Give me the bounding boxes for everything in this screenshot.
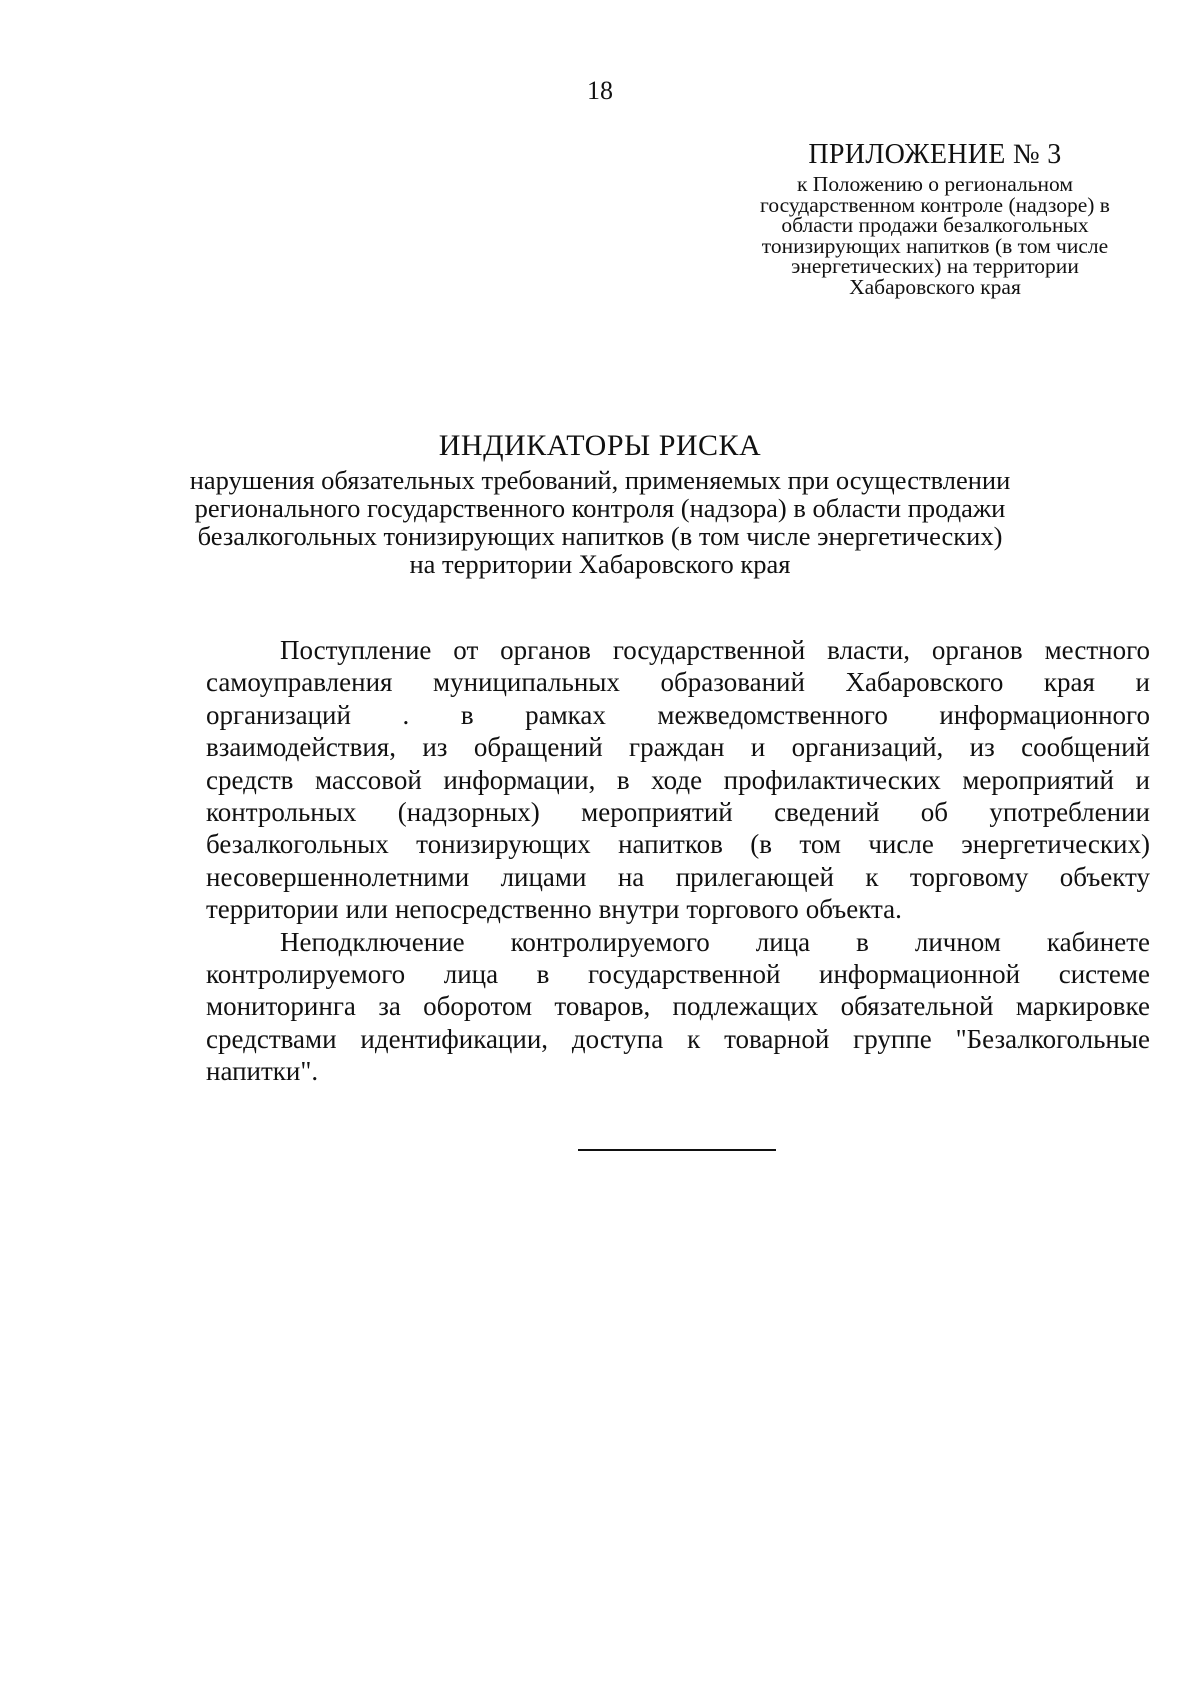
paragraph-line xyxy=(206,666,1150,698)
word: непосредственно xyxy=(394,894,592,925)
word: государственной xyxy=(612,635,806,665)
paragraph-line xyxy=(206,731,1150,763)
word: несовершеннолетними xyxy=(206,861,470,892)
word: "Безалкогольные xyxy=(955,1023,1150,1054)
paragraph-line xyxy=(206,699,1150,731)
word: системе xyxy=(1058,959,1150,990)
paragraph-line xyxy=(206,796,1150,828)
word: оборотом xyxy=(423,991,533,1022)
word: Неподключение xyxy=(280,926,465,957)
paragraph xyxy=(206,926,1150,1088)
word: и xyxy=(1135,764,1150,795)
word: края xyxy=(1043,667,1095,698)
subtitle-line: регионального государственного контроля (надзора) в области продажи xyxy=(194,493,1006,523)
word: лица xyxy=(443,959,499,990)
paragraph-line xyxy=(206,926,1150,958)
appendix-ref-line: энергетических) на территории xyxy=(791,254,1079,278)
appendix-block xyxy=(720,138,1150,297)
document-heading xyxy=(0,428,1200,578)
word: внутри xyxy=(598,894,680,925)
word: организаций xyxy=(206,699,351,730)
word: об xyxy=(920,797,949,828)
word: профилактических xyxy=(723,764,941,795)
word: обязательной xyxy=(840,991,994,1022)
word: государственной xyxy=(588,959,781,990)
word: в xyxy=(536,959,550,990)
word: доступа xyxy=(571,1023,664,1054)
word: Поступление xyxy=(280,635,432,665)
page-number: 18 xyxy=(587,76,613,105)
word: Хабаровского xyxy=(845,667,1004,698)
word: употреблении xyxy=(989,797,1150,828)
word: информационной xyxy=(819,959,1021,990)
appendix-ref-line: Хабаровского края xyxy=(849,274,1021,299)
word: из xyxy=(969,732,995,763)
word: мероприятий xyxy=(962,764,1114,795)
word: в xyxy=(460,699,474,730)
word: (надзорных) xyxy=(397,797,540,828)
word: самоуправления xyxy=(206,667,393,698)
word: обращений xyxy=(473,732,603,763)
paragraph-line xyxy=(206,1055,1150,1087)
word: рамках xyxy=(525,699,606,730)
paragraph-line xyxy=(206,634,1150,666)
word: средствами xyxy=(206,1023,337,1054)
word: и xyxy=(750,732,766,763)
word: образований xyxy=(660,667,805,698)
paragraph-line xyxy=(206,828,1150,860)
word: торгового xyxy=(686,894,799,925)
word: том xyxy=(799,829,841,860)
word: организаций, xyxy=(791,732,944,763)
word: напитки". xyxy=(206,1056,319,1087)
appendix-ref-line: государственном контроле (надзоре) в xyxy=(760,192,1110,217)
word: муниципальных xyxy=(433,667,620,698)
word: торговому xyxy=(909,861,1029,892)
word: числе xyxy=(868,829,934,860)
word: контролируемого xyxy=(510,926,710,957)
word: органов xyxy=(500,635,591,665)
body-text xyxy=(206,634,1150,1088)
word: мероприятий xyxy=(581,797,733,828)
word: территории xyxy=(206,894,339,925)
word: в xyxy=(616,764,630,795)
word: за xyxy=(378,991,401,1022)
word: лица xyxy=(755,926,811,957)
subtitle-line: нарушения обязательных требований, применяемых при осуществлении xyxy=(189,465,1011,495)
word: . xyxy=(402,699,410,730)
word: энергетических) xyxy=(961,829,1150,860)
word: безалкогольных xyxy=(206,829,389,860)
paragraph-line xyxy=(206,1023,1150,1055)
word: на xyxy=(617,861,645,892)
word: маркировке xyxy=(1015,991,1150,1022)
word: товаров, xyxy=(554,991,651,1022)
word: личном xyxy=(914,926,1001,957)
word: к xyxy=(865,861,879,892)
word: местного xyxy=(1044,635,1150,665)
subtitle-line: на территории Хабаровского края xyxy=(409,549,791,579)
word: подлежащих xyxy=(672,991,819,1022)
end-rule xyxy=(578,1149,776,1151)
word: из xyxy=(422,732,448,763)
word: кабинете xyxy=(1046,926,1150,957)
paragraph-line xyxy=(206,893,1150,925)
word: от xyxy=(453,635,479,665)
subtitle-line: безалкогольных тонизирующих напитков (в том числе энергетических) xyxy=(197,521,1003,551)
paragraph-line xyxy=(206,861,1150,893)
appendix-reference xyxy=(720,174,1150,297)
document-title: ИНДИКАТОРЫ РИСКА xyxy=(438,429,762,462)
word: межведомственного xyxy=(657,699,888,730)
paragraph xyxy=(206,634,1150,926)
word: группе xyxy=(853,1023,932,1054)
word: к xyxy=(687,1023,701,1054)
word: ходе xyxy=(651,764,703,795)
word: органов xyxy=(931,635,1023,665)
word: товарной xyxy=(724,1023,830,1054)
word: массовой xyxy=(314,764,422,795)
appendix-ref-line: области продажи безалкогольных xyxy=(781,213,1089,237)
word: информационного xyxy=(939,699,1150,730)
word: лицами xyxy=(500,861,587,892)
word: контролируемого xyxy=(206,959,406,990)
word: мониторинга xyxy=(206,991,356,1022)
paragraph-line xyxy=(206,764,1150,796)
document-subtitle xyxy=(0,466,1200,578)
appendix-ref-line: тонизирующих напитков (в том числе xyxy=(761,233,1109,258)
word: граждан xyxy=(629,732,725,763)
word: тонизирующих xyxy=(416,829,591,860)
word: напитков xyxy=(618,829,723,860)
paragraph-line xyxy=(206,990,1150,1022)
word: контрольных xyxy=(206,797,357,828)
word: в xyxy=(856,926,869,957)
word: информации, xyxy=(443,764,596,795)
word: прилегающей xyxy=(675,861,834,892)
word: сообщений xyxy=(1021,732,1150,763)
word: объекта. xyxy=(805,894,902,925)
word: или xyxy=(345,894,388,925)
appendix-title: ПРИЛОЖЕНИЕ № 3 xyxy=(808,139,1062,170)
appendix-ref-line: к Положению о региональном xyxy=(796,172,1074,196)
word: объекту xyxy=(1059,861,1150,892)
paragraph-line xyxy=(206,958,1150,990)
word: сведений xyxy=(774,797,880,828)
word: взаимодействия, xyxy=(206,732,396,763)
word: идентификации, xyxy=(360,1023,549,1054)
word: и xyxy=(1135,667,1150,698)
word: (в xyxy=(750,829,772,860)
word: власти, xyxy=(827,635,911,665)
word: средств xyxy=(206,764,294,795)
